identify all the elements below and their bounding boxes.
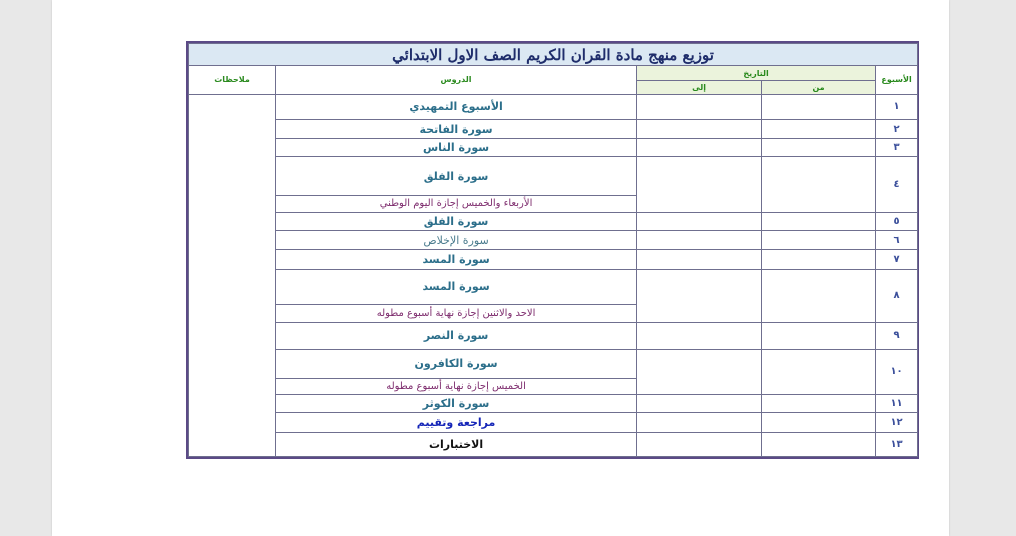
- date-to-cell[interactable]: [637, 231, 762, 250]
- lesson-note: الأربعاء والخميس إجازة اليوم الوطني: [276, 195, 637, 212]
- date-to-cell[interactable]: [637, 413, 762, 432]
- date-from-cell[interactable]: [762, 231, 876, 250]
- week-number: ١: [876, 94, 918, 119]
- curriculum-table: [188, 43, 918, 457]
- week-number: ١٠: [876, 349, 918, 395]
- table-row: [189, 349, 918, 378]
- date-from-cell[interactable]: [762, 250, 876, 269]
- date-to-cell[interactable]: [637, 94, 762, 119]
- week-number: ٤: [876, 157, 918, 213]
- week-number: ٢: [876, 119, 918, 138]
- lesson-cell: سورة المسد: [276, 269, 637, 304]
- week-number: ٧: [876, 250, 918, 269]
- week-number: ١٢: [876, 413, 918, 432]
- table-row: [189, 395, 918, 413]
- week-number: ٣: [876, 139, 918, 157]
- header-lessons: الدروس: [276, 66, 637, 94]
- date-from-cell[interactable]: [762, 94, 876, 119]
- lesson-cell: سورة المسد: [276, 250, 637, 269]
- date-to-cell[interactable]: [637, 139, 762, 157]
- table-row: [189, 231, 918, 250]
- lesson-cell: سورة الكافرون: [276, 349, 637, 378]
- date-from-cell[interactable]: [762, 139, 876, 157]
- lesson-note: الاحد والاثنين إجازة نهاية أسبوع مطوله: [276, 305, 637, 323]
- date-to-cell[interactable]: [637, 269, 762, 323]
- date-from-cell[interactable]: [762, 323, 876, 349]
- lesson-cell: سورة الناس: [276, 139, 637, 157]
- header-from: من: [762, 81, 876, 94]
- table-row: [189, 119, 918, 138]
- date-from-cell[interactable]: [762, 349, 876, 395]
- table-row: [189, 250, 918, 269]
- date-to-cell[interactable]: [637, 323, 762, 349]
- week-number: ٥: [876, 212, 918, 230]
- notes-cell[interactable]: [189, 94, 276, 456]
- lesson-cell: مراجعة وتقييم: [276, 413, 637, 432]
- date-to-cell[interactable]: [637, 432, 762, 456]
- table-row: [189, 157, 918, 195]
- table-row: [189, 432, 918, 456]
- table-row: [189, 212, 918, 230]
- table-title: توزيع منهج مادة القران الكريم الصف الاول الابتدائي: [189, 44, 918, 66]
- header-date: التاريخ: [637, 66, 876, 81]
- lesson-cell: سورة الفلق: [276, 212, 637, 230]
- date-from-cell[interactable]: [762, 119, 876, 138]
- week-number: ١٣: [876, 432, 918, 456]
- header-week: الأسبوع: [876, 66, 918, 94]
- lesson-cell: سورة الفلق: [276, 157, 637, 195]
- week-number: ١١: [876, 395, 918, 413]
- week-number: ٩: [876, 323, 918, 349]
- date-from-cell[interactable]: [762, 157, 876, 213]
- week-number: ٦: [876, 231, 918, 250]
- table-row: [189, 94, 918, 119]
- lesson-cell: الاختبارات: [276, 432, 637, 456]
- date-from-cell[interactable]: [762, 212, 876, 230]
- date-to-cell[interactable]: [637, 395, 762, 413]
- curriculum-table-frame: [186, 41, 919, 459]
- date-to-cell[interactable]: [637, 349, 762, 395]
- date-to-cell[interactable]: [637, 119, 762, 138]
- header-to: إلى: [637, 81, 762, 94]
- date-from-cell[interactable]: [762, 269, 876, 323]
- lesson-cell: سورة الفاتحة: [276, 119, 637, 138]
- date-from-cell[interactable]: [762, 413, 876, 432]
- date-to-cell[interactable]: [637, 157, 762, 213]
- date-to-cell[interactable]: [637, 212, 762, 230]
- document-page: [52, 0, 949, 536]
- date-from-cell[interactable]: [762, 432, 876, 456]
- lesson-cell: الأسبوع التمهيدي: [276, 94, 637, 119]
- table-row: [189, 139, 918, 157]
- lesson-note: الخميس إجازة نهاية أسبوع مطوله: [276, 378, 637, 394]
- table-row: [189, 323, 918, 349]
- date-from-cell[interactable]: [762, 395, 876, 413]
- lesson-cell: سورة النصر: [276, 323, 637, 349]
- header-notes: ملاحظات: [189, 66, 276, 94]
- week-number: ٨: [876, 269, 918, 323]
- date-to-cell[interactable]: [637, 250, 762, 269]
- table-row: [189, 413, 918, 432]
- table-row: [189, 269, 918, 304]
- lesson-cell: سورة الإخلاص: [276, 231, 637, 250]
- lesson-cell: سورة الكوثر: [276, 395, 637, 413]
